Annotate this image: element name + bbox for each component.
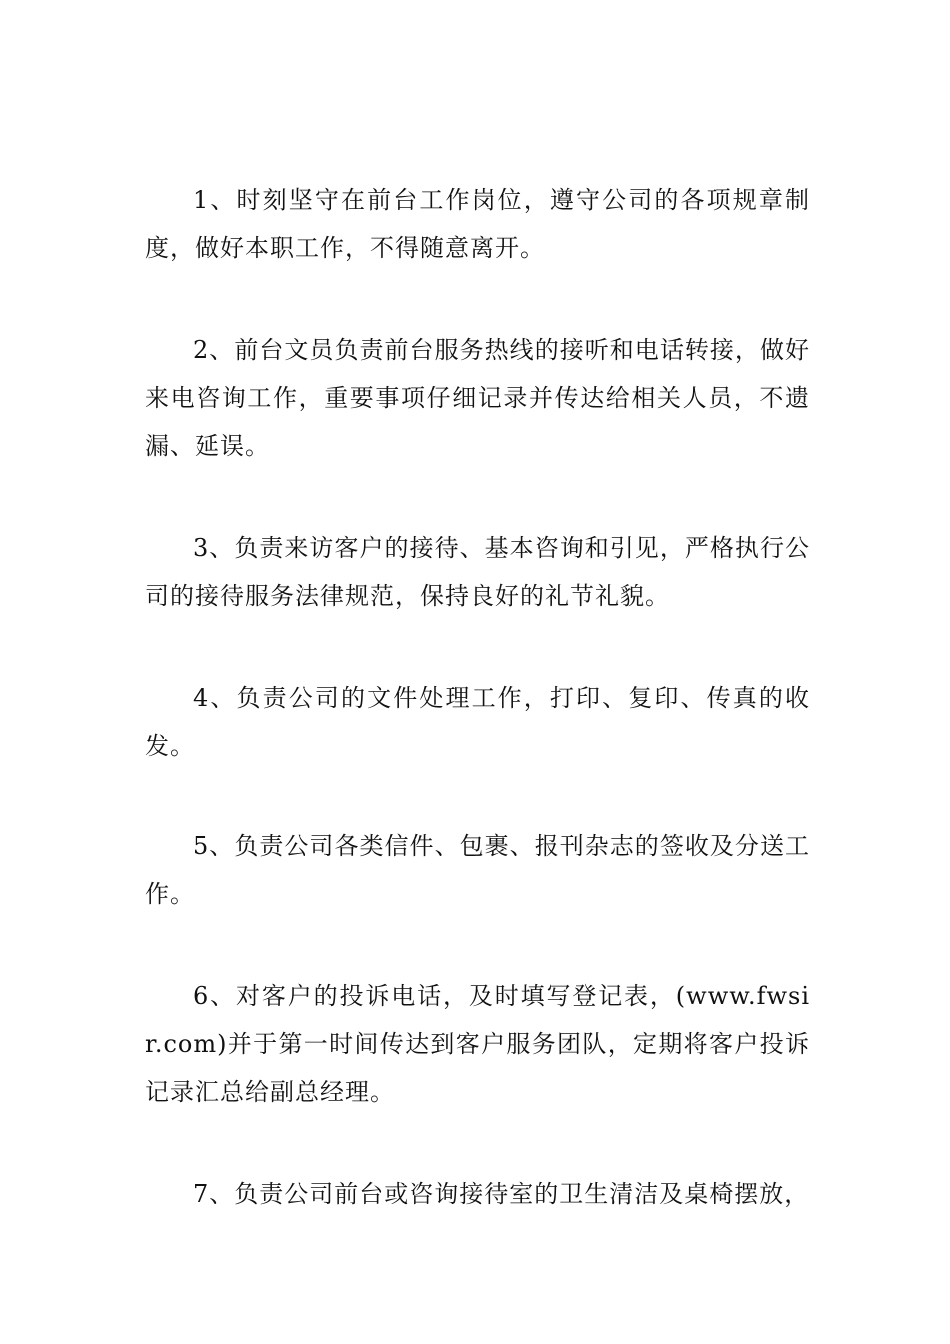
paragraph-2: 2、前台文员负责前台服务热线的接听和电话转接，做好来电咨询工作，重要事项仔细记录并传达给相关人员，不遗漏、延误。: [145, 336, 810, 460]
paragraph-3: 3、负责来访客户的接待、基本咨询和引见，严格执行公司的接待服务法律规范，保持良好的礼节礼貌。: [145, 534, 810, 610]
paragraph-1: 1、时刻坚守在前台工作岗位，遵守公司的各项规章制度，做好本职工作，不得随意离开。: [145, 186, 810, 262]
paragraph-6: 6、对客户的投诉电话，及时填写登记表，(www.fwsir.com)并于第一时间传达到客户服务团队，定期将客户投诉记录汇总给副总经理。: [145, 982, 810, 1106]
paragraph-7: 7、负责公司前台或咨询接待室的卫生清洁及桌椅摆放，: [193, 1180, 810, 1208]
paragraph-4: 4、负责公司的文件处理工作，打印、复印、传真的收发。: [145, 684, 810, 760]
paragraph-5: 5、负责公司各类信件、包裹、报刊杂志的签收及分送工作。: [145, 832, 810, 908]
